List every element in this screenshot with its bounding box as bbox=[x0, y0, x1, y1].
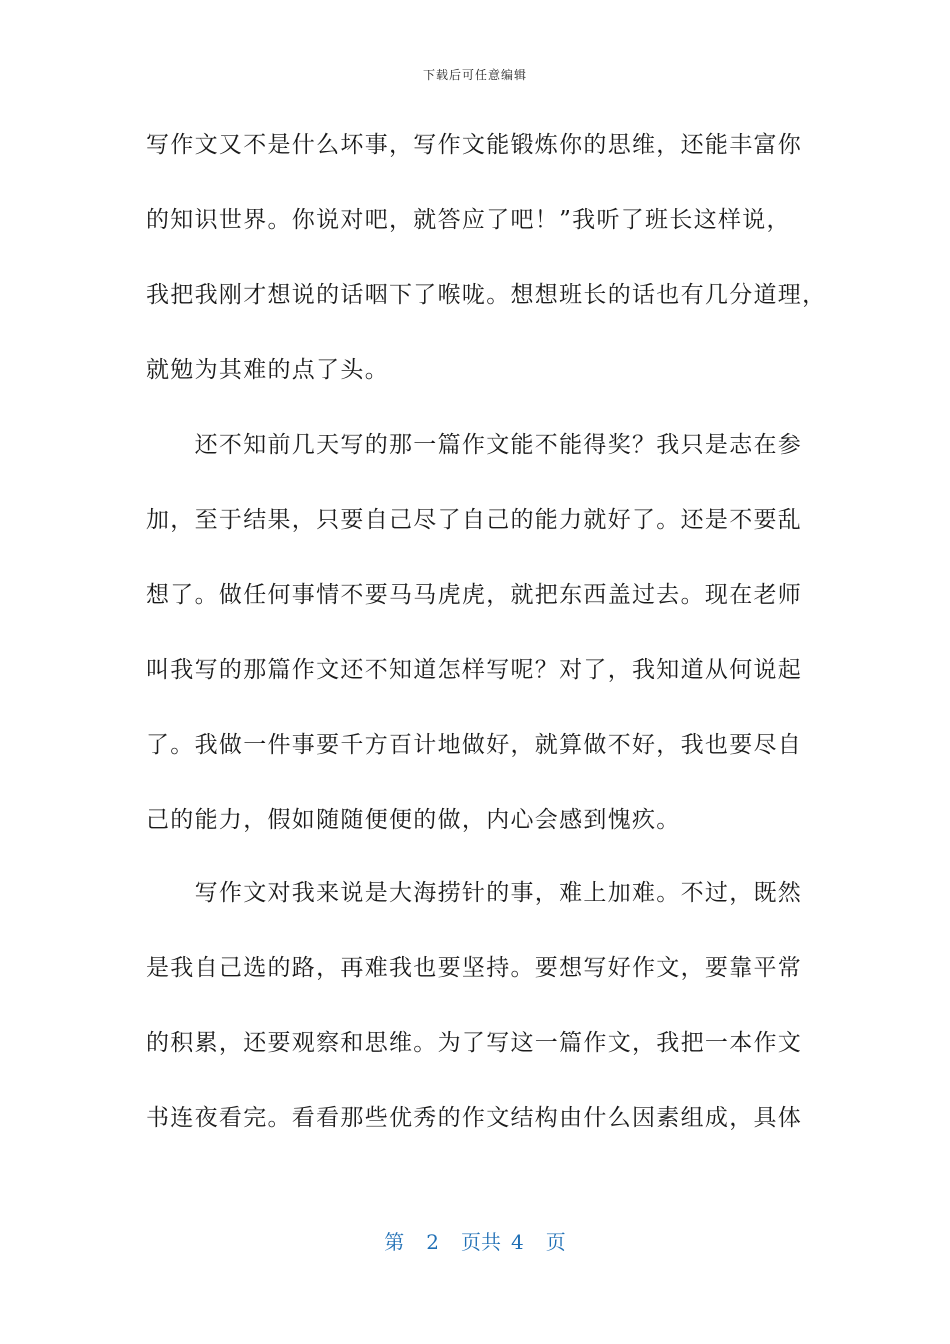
body-line: 了。我做一件事要千方百计地做好，就算做不好，我也要尽自 bbox=[146, 732, 803, 758]
body-line: 是我自己选的路，再难我也要坚持。要想写好作文，要靠平常 bbox=[146, 955, 803, 981]
body-line: 写作文对我来说是大海捞针的事，难上加难。不过，既然 bbox=[146, 880, 803, 906]
footer-middle: 页共 bbox=[461, 1230, 501, 1254]
page-footer bbox=[0, 1226, 950, 1255]
footer-suffix: 页 bbox=[545, 1230, 566, 1254]
body-line: 加，至于结果，只要自己尽了自己的能力就好了。还是不要乱 bbox=[146, 507, 803, 533]
body-line: 的知识世界。你说对吧，就答应了吧！”我听了班长这样说， bbox=[146, 207, 791, 233]
body-line: 还不知前几天写的那一篇作文能不能得奖？我只是志在参 bbox=[146, 432, 803, 458]
body-line: 的积累，还要观察和思维。为了写这一篇作文，我把一本作文 bbox=[146, 1030, 803, 1056]
body-line: 想了。做任何事情不要马马虎虎，就把东西盖过去。现在老师 bbox=[146, 582, 803, 608]
current-page-number: 2 bbox=[426, 1230, 439, 1254]
body-line: 写作文又不是什么坏事，写作文能锻炼你的思维，还能丰富你 bbox=[146, 132, 803, 158]
body-line: 叫我写的那篇作文还不知道怎样写呢？对了，我知道从何说起 bbox=[146, 657, 803, 683]
body-line: 己的能力，假如随随便便的做，内心会感到愧疚。 bbox=[146, 807, 681, 833]
body-line: 书连夜看完。看看那些优秀的作文结构由什么因素组成，具体 bbox=[146, 1105, 803, 1131]
footer-prefix: 第 bbox=[384, 1230, 405, 1254]
total-page-count: 4 bbox=[511, 1230, 524, 1254]
header-note: 下载后可任意编辑 bbox=[422, 68, 527, 82]
body-line: 我把我刚才想说的话咽下了喉咙。想想班长的话也有几分道理， bbox=[146, 282, 827, 308]
body-line: 就勉为其难的点了头。 bbox=[146, 357, 389, 383]
